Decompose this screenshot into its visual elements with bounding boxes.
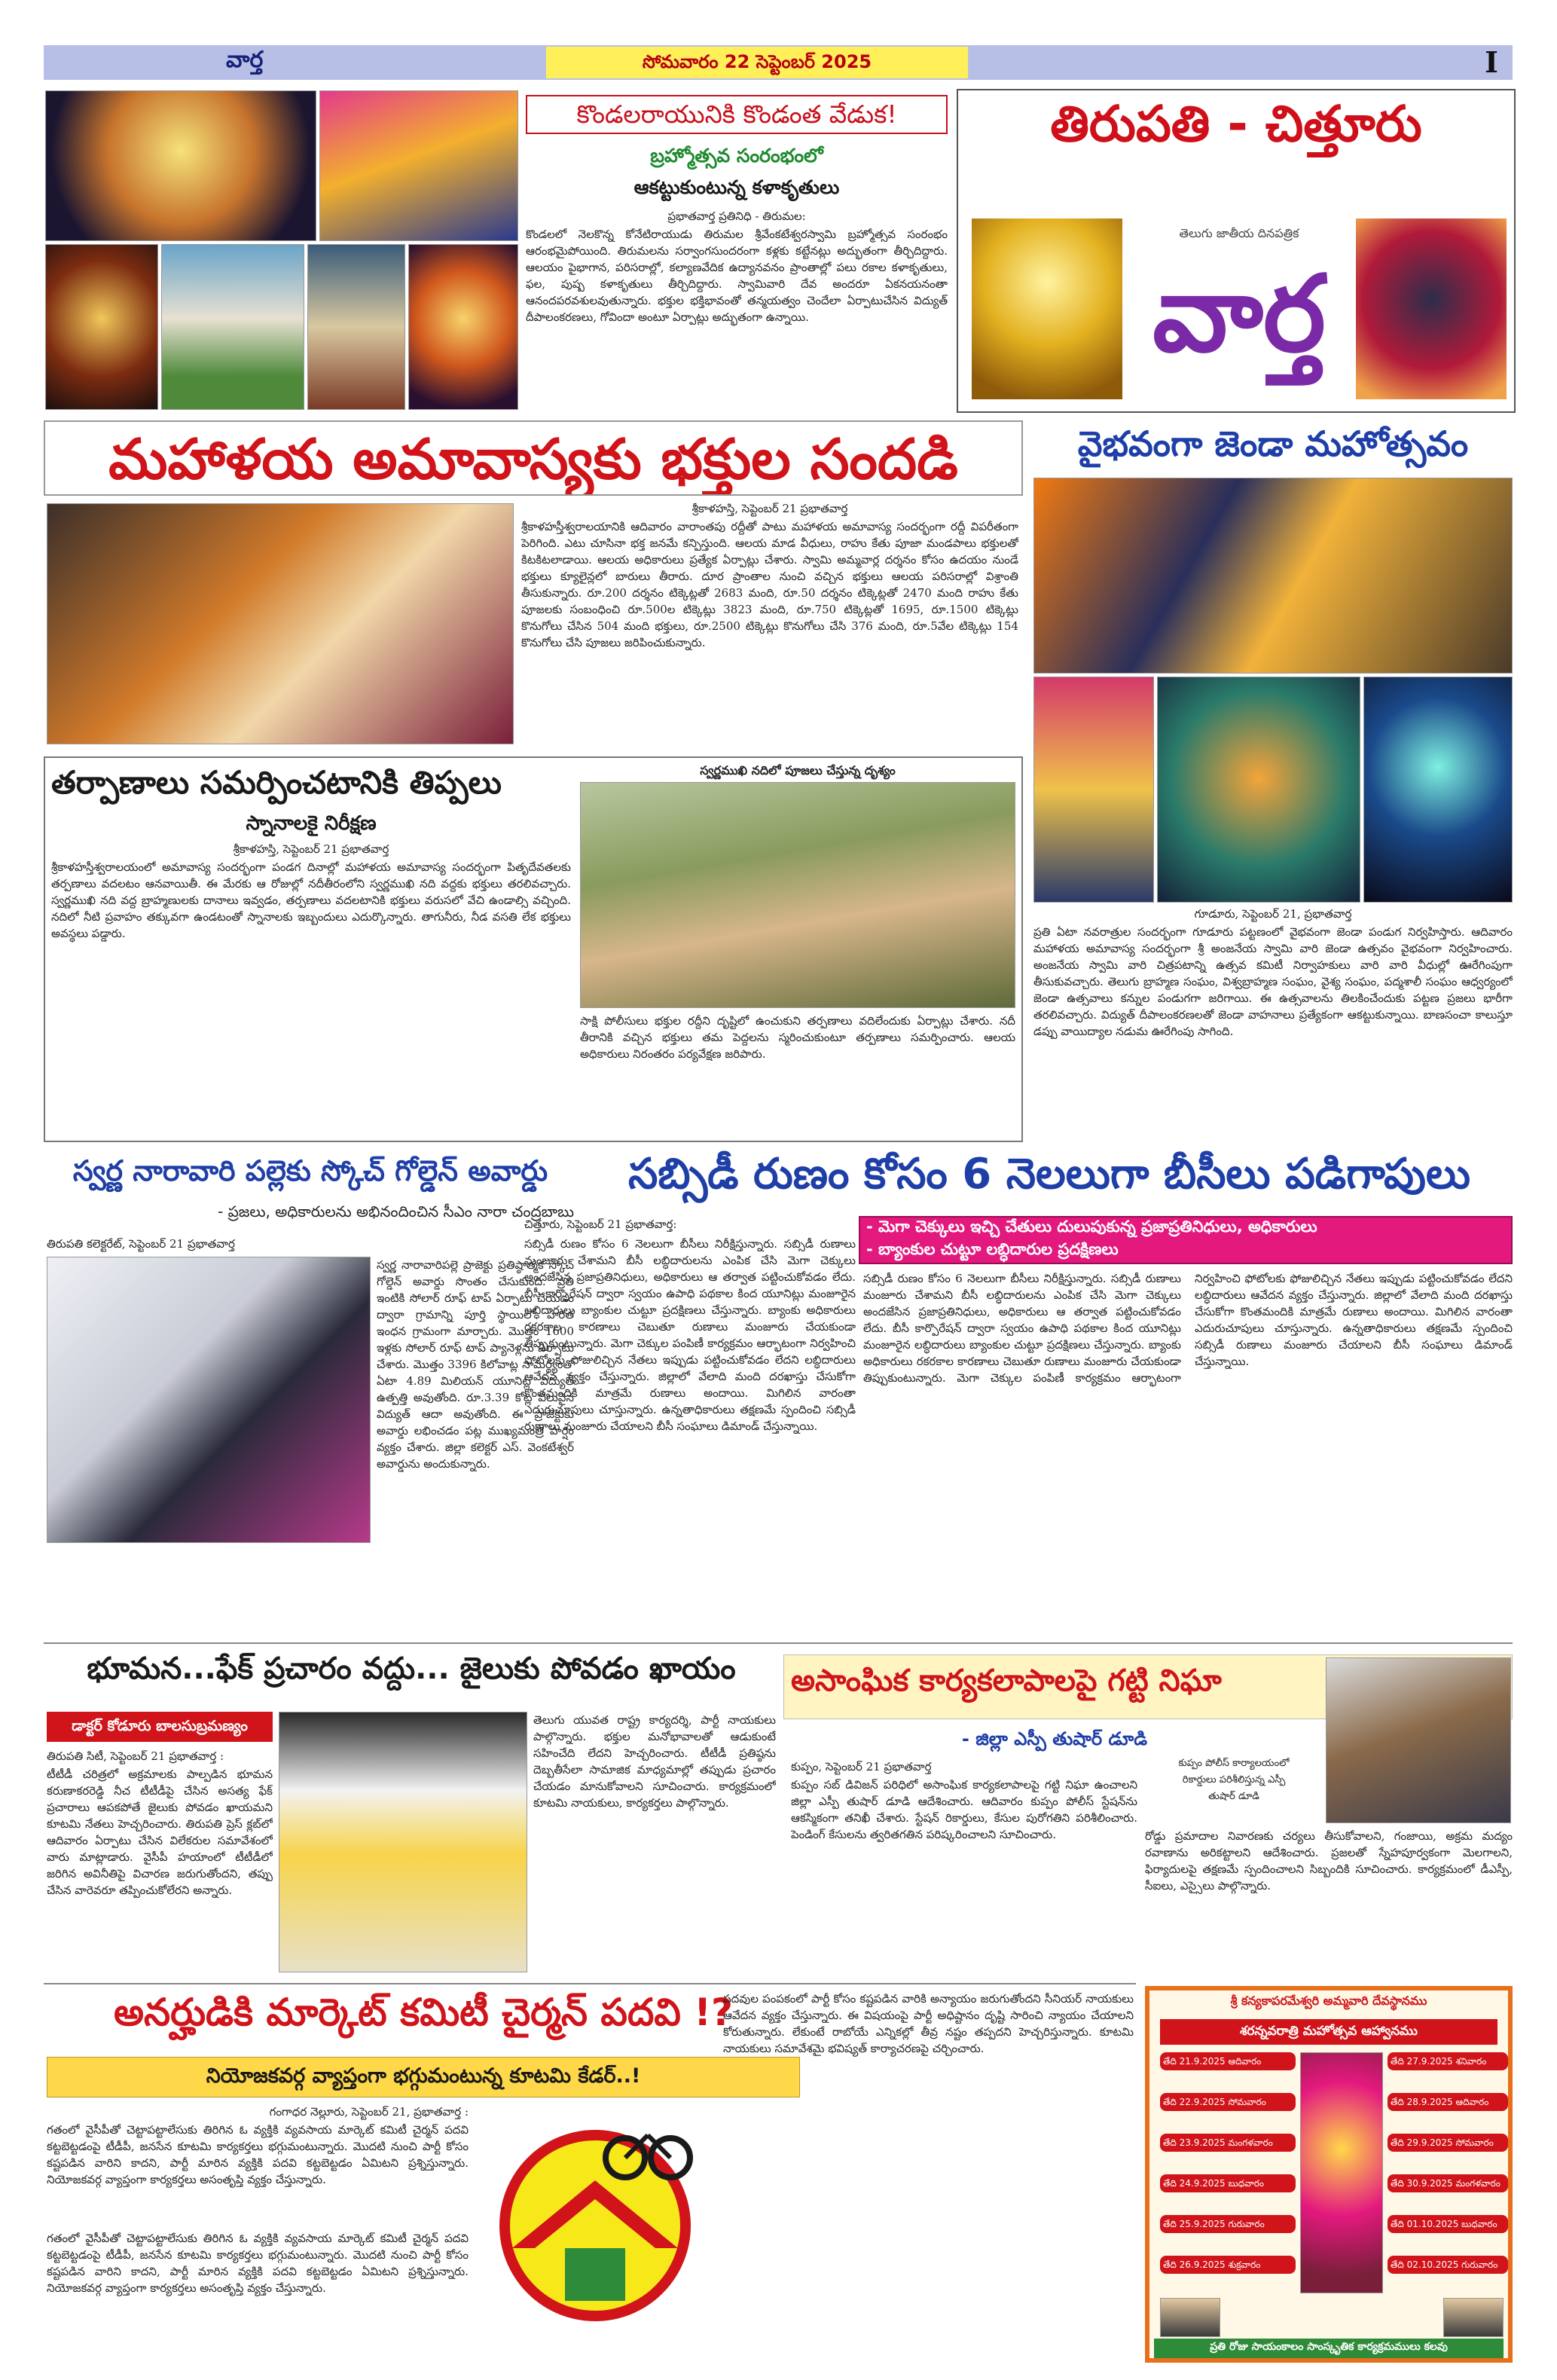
award-photo — [47, 1257, 371, 1543]
market-dateline: గంగాధర నెల్లూరు, సెప్టెంబర్ 21, ప్రభాతవార్త : — [269, 2105, 469, 2119]
award-dateline: తిరుపతి కలెక్టరేట్, సెప్టెంబర్ 21 ప్రభాతవార్త — [47, 1237, 235, 1251]
brahmotsavam-photo-garden — [161, 244, 304, 410]
ad-person-right — [1443, 2298, 1504, 2337]
ad-date-item: తేది 28.9.2025 ఆదివారం — [1388, 2093, 1508, 2111]
ad-date-item: తేది 29.9.2025 సోమవారం — [1388, 2134, 1508, 2152]
ad-date-item: తేది 26.9.2025 శుక్రవారం — [1160, 2256, 1296, 2274]
brahmotsavam-photo-gopuram — [45, 90, 316, 241]
mahalaya-body: శ్రీకాళహస్తీశ్వరాలయానికి ఆదివారం వారాంతపు రద్దీతో పాటు మహాళయ అమావాస్య సందర్భంగా రద్దీ విపరీతంగా పెరిగింది. ఎటు చూసినా భక్త జనమే కన్పిస్తుంది. ఆలయ మాడ వీధులు, రాహు కేతు పూజా మండపాలు భక్తులతో కిటకిటలాడాయి. ఆలయ అధికారులు ప్రత్యేక ఏర్పాట్లు చేశారు. స్వామి అమ్మవార్ల దర్శనం కోసం ఉదయం నుండే భక్తులు క్యూలైన్లలో బారులు తీరారు. దూర ప్రాంతాల నుంచి వచ్చిన భక్తులు ఆలయ పరిసరాల్లో విశ్రాంతి తీసుకున్నారు. రూ.200 దర్శనం టిక్కెట్లతో 2683 మంది, రూ.50 దర్శనం టిక్కెట్లతో 2470 మంది రాహు కేతు పూజలకు సంబంధించి రూ.500ల టిక్కెట్లు 3823 మంది, రూ.750 టిక్కెట్లతో 1695, రూ.1500 టిక్కెట్లు కొనుగోలు చేసిన 504 మంది భక్తులు, రూ.2500 టిక్కెట్లు కొనుగోలు చేసి 376 మంది, రూ.5వేల టిక్కెట్లు 154 కొనుగోలు చేసి పూజలు జరిపించుకున్నారు. — [521, 520, 1018, 649]
award-headline: స్వర్ణ నారావారి పల్లెకు స్కోచ్ గోల్డెన్ అవార్డు — [72, 1154, 548, 1187]
bhumana-byline: డాక్టర్ కోడూరు బాలసుబ్రమణ్యం — [72, 1718, 248, 1734]
bhumana-body: టీటీడీ చరిత్రలో అక్రమాలకు పాల్పడిన భూమన కరుణాకరరెడ్డి నీచ టీటీడీపై చేసిన అసత్య ఫేక్ ప్రచారాలు ఆపకపోతే జైలుకు పోవడం ఖాయమని కూటమి నేతలు హెచ్చరించారు. తిరుపతి ప్రెస్ క్లబ్‌లో ఆదివారం ఏర్పాటు చేసిన విలేకరుల సమావేశంలో వారు మాట్లాడారు. వైసీపీ హయాంలో టీటీడీలో జరిగిన అవినీతిపై విచారణ జరుగుతోందని, తప్పు చేసిన వారెవరూ తప్పించుకోలేరని అన్నారు. — [47, 1767, 273, 1897]
jenda-photo-lights — [1363, 677, 1513, 903]
subsidy-body: సబ్సిడీ రుణం కోసం 6 నెలలుగా బీసీలు నిరీక్షిస్తున్నారు. సబ్సిడీ రుణాలు మంజూరు చేశామని బీసీ లబ్ధిదారులను ఎంపిక చేసి మెగా చెక్కులు అందజేసిన ప్రజాప్రతినిధులు, అధికారులు ఆ తర్వాత పట్టించుకోవడం లేదు. బీసీ కార్పొరేషన్ ద్వారా స్వయం ఉపాధి పథకాల కింద యూనిట్లు మంజూరైన లబ్ధిదారులు బ్యాంకుల చుట్టూ ప్రదక్షిణలు చేస్తున్నారు. బ్యాంకు అధికారులు రకరకాల కారణాలు చెబుతూ రుణాలు మంజూరు చేయకుండా తిప్పుకుంటున్నారు. మెగా చెక్కుల పంపిణీ కార్యక్రమం ఆర్భాటంగా నిర్వహించి ఫోటోలకు ఫోజులిచ్చిన నేతలు ఇప్పుడు పట్టించుకోవడం లేదని లబ్ధిదారులు ఆవేదన వ్యక్తం చేస్తున్నారు. జిల్లాలో వేలాది మంది దరఖాస్తు చేసుకోగా కొంతమందికి మాత్రమే రుణాలు అందాయి. మిగిలిన వారంతా ఎదురుచూపులు చూస్తున్నారు. ఉన్నతాధికారులు తక్షణమే స్పందించి సబ్సిడీ రుణాలు మంజూరు చేయాలని బీసీ సంఘాలు డిమాండ్ చేస్తున్నాయి. — [524, 1237, 856, 1433]
ad-date-item: తేది 01.10.2025 బుధవారం — [1388, 2215, 1508, 2233]
subsidy-subhead-1: - మెగా చెక్కులు ఇచ్చి చేతులు దులుపుకున్న ప్రజాప్రతినిధులు, అధికారులు — [866, 1217, 1317, 1236]
ad-date-item: తేది 25.9.2025 గురువారం — [1160, 2215, 1296, 2233]
tarpanalu-photo — [580, 782, 1015, 1008]
brahmotsavam-photo-hanuman — [408, 244, 518, 410]
edition-logo: వార్త — [1152, 253, 1326, 376]
page-number: I — [1485, 45, 1498, 79]
award-subhead: - ప్రజలు, అధికారులను అభినందించిన సీఎం నారా చంద్రబాబు — [218, 1202, 574, 1221]
tarpanalu-subhead: స్నానాలకై నిరీక్షణ — [246, 812, 377, 835]
subsidy-body-col: సబ్సిడీ రుణం కోసం 6 నెలలుగా బీసీలు నిరీక్షిస్తున్నారు. సబ్సిడీ రుణాలు మంజూరు చేశామని బీసీ లబ్ధిదారులను ఎంపిక చేసి మెగా చెక్కులు అందజేసిన ప్రజాప్రతినిధులు, అధికారులు ఆ తర్వాత పట్టించుకోవడం లేదు. బీసీ కార్పొరేషన్ ద్వారా స్వయం ఉపాధి పథకాల కింద యూనిట్లు మంజూరైన లబ్ధిదారులు బ్యాంకుల చుట్టూ ప్రదక్షిణలు చేస్తున్నారు. బ్యాంకు అధికారులు రకరకాల కారణాలు చెబుతూ రుణాలు మంజూరు చేయకుండా తిప్పుకుంటున్నారు. మెగా చెక్కుల పంపిణీ కార్యక్రమం ఆర్భాటంగా నిర్వహించి ఫోటోలకు ఫోజులిచ్చిన నేతలు ఇప్పుడు పట్టించుకోవడం లేదని లబ్ధిదారులు ఆవేదన వ్యక్తం చేస్తున్నారు. జిల్లాలో వేలాది మంది దరఖాస్తు చేసుకోగా కొంతమందికి మాత్రమే రుణాలు అందాయి. మిగిలిన వారంతా ఎదురుచూపులు చూస్తున్నారు. ఉన్నతాధికారులు తక్షణమే స్పందించి సబ్సిడీ రుణాలు మంజూరు చేయాలని బీసీ సంఘాలు డిమాండ్ చేస్తున్నాయి. — [863, 1272, 1513, 1385]
masthead-logo: వార్త — [226, 47, 264, 73]
section-divider-2 — [44, 1983, 1136, 1984]
ad-date-item: తేది 02.10.2025 గురువారం — [1388, 2256, 1508, 2274]
ad-goddess-image — [1300, 2052, 1383, 2293]
brahmotsavam-photo-temple-art — [307, 244, 405, 410]
brahmotsavam-photo-deity — [45, 244, 158, 410]
mahalaya-dateline: శ్రీకాళహస్తి, సెప్టెంబర్ 21 ప్రభాతవార్త — [691, 502, 848, 515]
jenda-photo-crowd — [1033, 478, 1513, 674]
brahmotsavam-dateline: ప్రభాతవార్త ప్రతినిధి - తిరుమల: — [667, 209, 806, 223]
ad-date-item: తేది 23.9.2025 మంగళవారం — [1160, 2134, 1296, 2152]
ghati-photo-caption-1: కుప్పం పోలీస్ కార్యాలయంలో — [1178, 1758, 1290, 1769]
subsidy-headline: సబ్సిడీ రుణం కోసం 6 నెలలుగా బీసీలు పడిగాపులు — [627, 1150, 1471, 1199]
award-body: స్వర్ణ నారావారిపల్లె ప్రాజెక్టు ప్రతిష్ఠాత్మక స్కోచ్ గోల్డెన్ అవార్డు సొంతం చేసుకుంది. ప్రతి ఇంటికి సోలార్ రూఫ్ టాప్ ఏర్పాటు చేయడం ద్వారా గ్రామాన్ని పూర్తి స్థాయిలో హరిత ఇంధన గ్రామంగా మార్చారు. మొత్తం 1600 ఇళ్లకు సోలార్ రూఫ్ టాప్ ప్యానెళ్లను ఏర్పాటు చేశారు. మొత్తం 3396 కిలోవాట్ల సామర్థ్యంతో ఏటా 4.89 మిలియన్ యూనిట్ల విద్యుత్ ఉత్పత్తి అవుతోంది. రూ.3.39 కోట్ల విలువైన విద్యుత్ ఆదా అవుతోంది. ఈ ప్రాజెక్టుకు అవార్డు లభించడం పట్ల ముఖ్యమంత్రి హర్షం వ్యక్తం చేశారు. జిల్లా కలెక్టర్ ఎస్. వెంకటేశ్వర్ అవార్డును అందుకున్నారు. — [377, 1258, 574, 1471]
ad-date-item: తేది 27.9.2025 శనివారం — [1388, 2052, 1508, 2070]
ghati-body-2: రోడ్డు ప్రమాదాల నివారణకు చర్యలు తీసుకోవాలని, గంజాయి, అక్రమ మద్యం రవాణాను అరికట్టాలని ఆదేశించారు. ప్రజలతో స్నేహపూర్వకంగా మెలగాలని, ఫిర్యాదులపై తక్షణమే స్పందించాలని సిబ్బందికి సూచించారు. కార్యక్రమంలో డీఎస్పీ, సీఐలు, ఎస్సైలు పాల్గొన్నారు. — [1145, 1829, 1513, 1893]
ganesha-image — [1356, 218, 1507, 399]
brahmotsavam-headline: కొండలరాయునికి కొండంత వేడుక! — [526, 95, 948, 134]
jenda-headline: వైభవంగా జెండా మహోత్సవం — [1077, 423, 1469, 464]
brahmotsavam-subhead-1: బ్రహ్మోత్సవ సంరంభంలో — [650, 145, 823, 167]
subsidy-dateline: చిత్తూరు, సెప్టెంబర్ 21 ప్రభాతవార్త: — [524, 1217, 677, 1231]
ad-date-item: తేది 22.9.2025 సోమవారం — [1160, 2093, 1296, 2111]
mahalaya-photo — [47, 503, 514, 744]
jenda-photo-deity-1 — [1033, 677, 1154, 903]
market-body: గతంలో వైసీపీతో చెట్టాపట్టాలేసుకు తిరిగిన ఓ వ్యక్తికి వ్యవసాయ మార్కెట్ కమిటీ చైర్మన్ పదవి కట్టబెట్టడంపై టీడీపీ, జనసేన కూటమి కార్యకర్తలు భగ్గుమంటున్నారు. మొదటి నుంచి పార్టీ కోసం కష్టపడిన వారిని కాదని, పార్టీ మారిన వ్యక్తికి పదవి కట్టబెట్టడం ఏమిటని ప్రశ్నిస్తున్నారు. నియోజకవర్గ వ్యాప్తంగా కార్యకర్తలు అసంతృప్తి వ్యక్తం చేస్తున్నారు. — [47, 2123, 469, 2186]
ad-footer: ప్రతి రోజు సాయంకాలం సాంస్కృతిక కార్యక్రమములు కలవు — [1210, 2341, 1448, 2353]
ad-person-left — [1160, 2298, 1220, 2337]
masthead-date: సోమవారం 22 సెప్టెంబర్ 2025 — [642, 51, 872, 72]
ghati-photo-caption-2: రికార్డులు పరిశీలిస్తున్న ఎస్పీ — [1182, 1774, 1286, 1786]
ghati-sp-photo — [1326, 1657, 1511, 1823]
edition-title: తిరుపతి - చిత్తూరు — [1050, 95, 1422, 153]
tarpanalu-photo-caption: స్వర్ణముఖి నదిలో పూజలు చేస్తున్న దృశ్యం — [700, 763, 896, 778]
brahmotsavam-photo-arch — [319, 90, 518, 241]
market-body-3: గతంలో వైసీపీతో చెట్టాపట్టాలేసుకు తిరిగిన ఓ వ్యక్తికి వ్యవసాయ మార్కెట్ కమిటీ చైర్మన్ పదవి కట్టబెట్టడంపై టీడీపీ, జనసేన కూటమి కార్యకర్తలు భగ్గుమంటున్నారు. మొదటి నుంచి పార్టీ కోసం కష్టపడిన వారిని కాదని, పార్టీ మారిన వ్యక్తికి పదవి కట్టబెట్టడం ఏమిటని ప్రశ్నిస్తున్నారు. నియోజకవర్గ వ్యాప్తంగా కార్యకర్తలు అసంతృప్తి వ్యక్తం చేస్తున్నారు. — [47, 2232, 469, 2295]
subsidy-subhead-2: - బ్యాంకుల చుట్టూ లబ్ధిదారుల ప్రదక్షిణలు — [866, 1240, 1119, 1258]
bhumana-headline: భూమన...ఫేక్ ప్రచారం వద్దు... జైలుకు పోవడం ఖాయం — [87, 1651, 736, 1686]
ghati-subhead: - జిల్లా ఎస్పీ తుషార్ డూడి — [961, 1728, 1148, 1749]
ghati-dateline: కుప్పం, సెప్టెంబర్ 21 ప్రభాతవార్త — [791, 1760, 932, 1774]
section-divider — [44, 1642, 1513, 1644]
party-logo-icon — [482, 2105, 708, 2331]
jenda-dateline: గూడూరు, సెప్టెంబర్ 21, ప్రభాతవార్త — [1194, 907, 1352, 921]
market-subhead: నియోజకవర్గ వ్యాప్తంగా భగ్గుమంటున్న కూటమి కేడర్..! — [206, 2064, 641, 2088]
edition-tagline: తెలుగు జాతీయ దినపత్రిక — [1179, 226, 1299, 240]
ad-dates-left — [1160, 2052, 1296, 2293]
ad-dates-right — [1388, 2052, 1508, 2293]
tarpanalu-dateline: శ్రీకాళహస్తి, సెప్టెంబర్ 21 ప్రభాతవార్త — [233, 842, 389, 856]
market-headline: అనర్హుడికి మార్కెట్ కమిటీ చైర్మన్ పదవి !? — [113, 1990, 734, 2034]
ghati-photo-caption-3: తుషార్ డూడి — [1208, 1791, 1259, 1802]
bhumana-body-2: తెలుగు యువత రాష్ట్ర కార్యదర్శి, పార్టీ నాయకులు పాల్గొన్నారు. భక్తుల మనోభావాలతో ఆడుకుంటే సహించేది లేదని హెచ్చరించారు. టీటీడీ ప్రతిష్ఠను దెబ్బతీసేలా సామాజిక మాధ్యమాల్లో తప్పుడు ప్రచారం చేయడం మానుకోవాలని సూచించారు. కార్యక్రమంలో కూటమి నాయకులు, కార్యకర్తలు పాల్గొన్నారు. — [533, 1713, 776, 1810]
ad-date-item: తేది 30.9.2025 మంగళవారం — [1388, 2174, 1508, 2192]
ad-title: శ్రీ కన్యకాపరమేశ్వరి అమ్మవారి దేవస్థానము — [1230, 1994, 1427, 2008]
bhumana-press-photo — [279, 1712, 527, 1972]
brahmotsavam-body: కొండలలో నెలకొన్న కోనేటిరాయుడు తిరుమల శ్రీవేంకటేశ్వరస్వామి బ్రహ్మోత్సవ సంరంభం ఆరంభమైపోయింది. తిరుమలను సర్వాంగసుందరంగా కళ్లకు కట్టేనట్లు అద్భుతంగా తీర్చిదిద్దారు. ఆలయం పైభాగాన, పరిసరాల్లో, కల్యాణవేదిక ఉద్యానవనం ప్రాంతాల్లో పలు రకాల కళాకృతులు, ఫల, పుష్ప కళాకృతులు తీర్చిదిద్దారు. స్వామివారి దేవ అందరూ ఏకనయనంతా ఆనందపరవశులవుతున్నారు. భక్తుల భక్తిభావంతో తన్మయత్వం చెందేలా ఏర్పాటుచేసిన విద్యుత్ దీపాలంకరణలు, గోవిందా అంటూ ఏర్పాట్లు అద్భుతంగా ఉన్నాయి. — [526, 228, 948, 324]
jenda-photo-hanuman — [1157, 677, 1360, 903]
brahmotsavam-subhead-2: ఆకట్టుకుంటున్న కళాకృతులు — [633, 176, 840, 198]
tarpanalu-headline: తర్పాణాలు సమర్పించటానికి తిప్పలు — [51, 764, 502, 801]
tarpanalu-body: శ్రీకాళహస్తీశ్వరాలయంలో అమావాస్య సందర్భంగా పండగ దినాల్లో మహాళయ అమావాస్య సందర్భంగా పితృదేవతలకు తర్పణాలు వదలటం ఆనవాయితీ. ఈ మేరకు ఆ రోజుల్లో నదీతీరంలోని స్వర్ణముఖి నది వద్దకు భక్తులు తరలివచ్చారు. స్వర్ణముఖి నది వద్ద బ్రాహ్మణులకు దానాలు ఇవ్వడం, తర్పణాలు వదలటానికి భక్తులు వరుసలో వేచి ఉండాల్సి వచ్చింది. నదిలో నీటి ప్రవాహం తక్కువగా ఉండటంతో స్నానాలకు ఇబ్బందులు ఎదుర్కొన్నారు. తాగునీరు, నీడ వసతి లేక భక్తులు అవస్థలు పడ్డారు. — [51, 860, 571, 940]
bhumana-dateline: తిరుపతి సిటీ, సెప్టెంబర్ 21 ప్రభాతవార్త : — [47, 1749, 224, 1763]
tarpanalu-body-2: సాక్షి పోలీసులు భక్తుల రద్దీని దృష్టిలో ఉంచుకుని తర్పణాలు వదిలేందుకు ఏర్పాట్లు చేశారు. నదీ తీరానికి వచ్చిన భక్తులు తమ పెద్దలను స్మరించుకుంటూ తర్పణాలు సమర్పించారు. ఆలయ అధికారులు నిరంతరం పర్యవేక్షణ జరిపారు. — [580, 1014, 1015, 1061]
ad-date-item: తేది 21.9.2025 ఆదివారం — [1160, 2052, 1296, 2070]
ad-date-item: తేది 24.9.2025 బుధవారం — [1160, 2174, 1296, 2192]
jenda-body: ప్రతి ఏటా నవరాత్రుల సందర్భంగా గూడూరు పట్టణంలో వైభవంగా జెండా పండుగ నిర్వహిస్తారు. ఆదివారం మహాళయ అమావాస్య సందర్భంగా శ్రీ అంజనేయ స్వామి వారి జెండా ఉత్సవం వైభవంగా నిర్వహించారు. అంజనేయ స్వామి వారి చిత్రపటాన్ని ఉత్సవ కమిటీ నిర్వాహకులు వారి వారి వీధుల్లో ఊరేగింపుగా తీసుకువచ్చారు. తెలుగు బ్రాహ్మణ సంఘం, విశ్వబ్రాహ్మణ సంఘం, వైశ్య సంఘం, పద్మశాలీ సంఘం ఆధ్వర్యంలో జెండా ఉత్సవాలు కన్నుల పండుగగా జరిగాయి. ఈ ఉత్సవాలను తిలకించేందుకు పట్టణ ప్రజలు భారీగా తరలివచ్చారు. విద్యుత్ దీపాలంకరణలతో జెండా వాహనాలు ప్రత్యేకంగా ఆకట్టుకున్నాయి. బాణసంచా కాలుస్తూ డప్పు వాయిద్యాల నడుమ ఊరేగింపు సాగింది. — [1033, 925, 1513, 1038]
mahalaya-headline: మహాళయ అమావాస్యకు భక్తుల సందడి — [108, 427, 958, 492]
ad-subtitle: శరన్నవరాత్రి మహోత్సవ ఆహ్వానము — [1240, 2024, 1418, 2039]
temple-gopuram-image — [972, 218, 1122, 399]
ghati-headline: అసాంఘిక కార్యకలాపాలపై గట్టి నిఘా — [791, 1664, 1222, 1698]
market-body-2: పదవుల పంపకంలో పార్టీ కోసం కష్టపడిన వారికి అన్యాయం జరుగుతోందని సీనియర్ నాయకులు ఆవేదన వ్యక్తం చేస్తున్నారు. ఈ విషయంపై పార్టీ అధిష్టానం దృష్టి సారించి న్యాయం చేయాలని కోరుతున్నారు. లేకుంటే రాబోయే ఎన్నికల్లో తీవ్ర నష్టం తప్పదని హెచ్చరిస్తున్నారు. కూటమి నాయకులు సమావేశమై భవిష్యత్ కార్యాచరణపై చర్చించారు. — [723, 1992, 1134, 2055]
ghati-body: కుప్పం సబ్ డివిజన్ పరిధిలో అసాంఘిక కార్యకలాపాలపై గట్టి నిఘా ఉంచాలని జిల్లా ఎస్పీ తుషార్ డూడి ఆదేశించారు. ఆదివారం కుప్పం పోలీస్ స్టేషన్‌ను ఆకస్మికంగా తనిఖీ చేశారు. స్టేషన్ రికార్డులు, కేసుల పురోగతిని పరిశీలించారు. పెండింగ్ కేసులను త్వరితగతిన పరిష్కరించాలని సూచించారు. — [791, 1778, 1137, 1841]
